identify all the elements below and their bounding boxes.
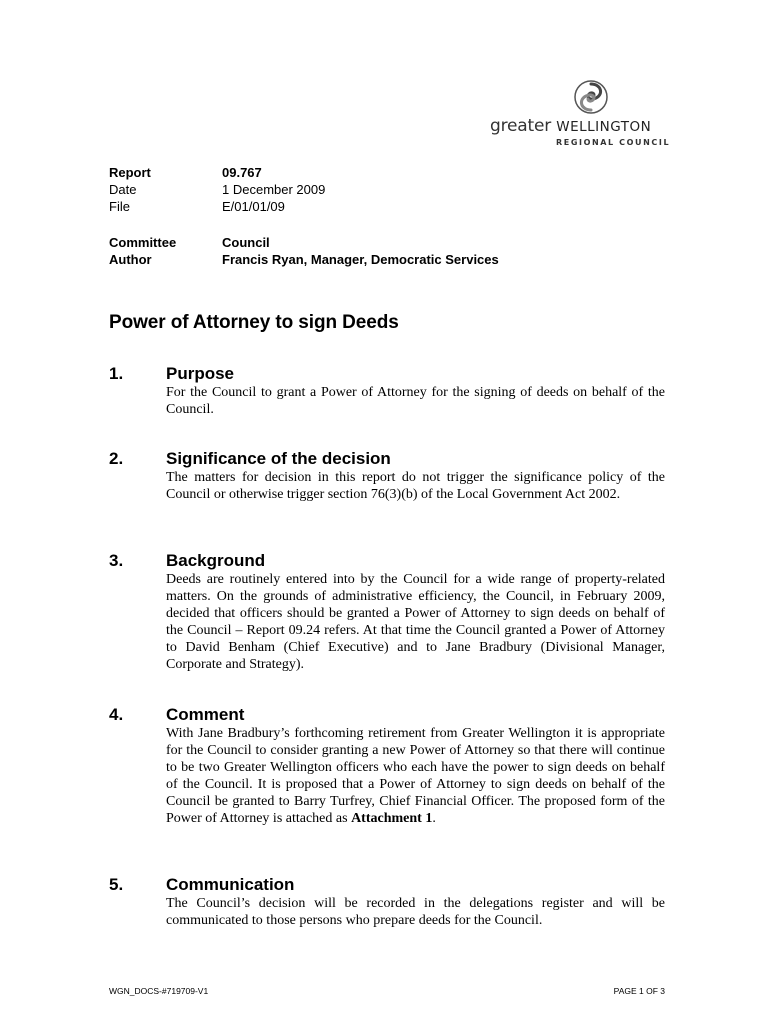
- section-comment: [109, 705, 665, 827]
- section-body-text: With Jane Bradbury’s forthcoming retirement from Greater Wellington it is appropriate for the Council to consider granting a new Power of Attorney so that there will continue to be two Greater Wellington officers who each have the power to sign deeds on behalf of the Council. It is proposed that a Power of Attorney to sign deeds on behalf of the Council be granted to Barry Turfrey, Chief Financial Officer. The proposed form of the Power of Attorney is attached as: [166, 726, 665, 826]
- section-purpose: [109, 364, 665, 418]
- report-metadata: [109, 164, 499, 268]
- logo-brand-upper: WELLINGTON: [556, 119, 652, 135]
- section-number: 1.: [109, 364, 124, 383]
- meta-committee-value: Council: [222, 235, 270, 250]
- meta-committee-label: Committee: [109, 235, 177, 250]
- section-title: Background: [166, 551, 266, 570]
- section-title: Purpose: [166, 364, 235, 383]
- meta-row-author: [109, 251, 499, 268]
- section-number: 3.: [109, 551, 124, 570]
- meta-report-value: 09.767: [222, 165, 262, 180]
- section-number: 4.: [109, 705, 124, 724]
- meta-author-label: Author: [109, 252, 152, 267]
- section-body: For the Council to grant a Power of Attorney for the signing of deeds on behalf of the Council.: [166, 385, 665, 417]
- logo-wordmark: [490, 116, 651, 136]
- meta-row-file: [109, 198, 499, 215]
- meta-author-value: Francis Ryan, Manager, Democratic Services: [222, 252, 499, 267]
- swirl-logo-icon: [574, 80, 608, 114]
- meta-row-report: [109, 164, 499, 181]
- section-heading: [109, 875, 665, 895]
- section-background: [109, 551, 665, 673]
- section-heading: [109, 705, 665, 725]
- meta-date-value: 1 December 2009: [222, 182, 326, 197]
- section-body: Deeds are routinely entered into by the Council for a wide range of property-related matters. On the grounds of administrative efficiency, the Council, in February 2009, decided that officers should be granted a Power of Attorney to sign deeds on behalf of the Council – Report 09.24 refers. At that time the Council granted a Power of Attorney to David Benham (Chief Executive) and to Jane Bradbury (Divisional Manager, Corporate and Strategy).: [166, 572, 665, 672]
- logo-brand-lower: greater: [490, 116, 551, 136]
- section-heading: [109, 364, 665, 384]
- footer-page-number: PAGE 1 OF 3: [613, 986, 665, 996]
- section-communication: [109, 875, 665, 929]
- section-significance: [109, 449, 665, 503]
- section-body-end: .: [432, 811, 436, 826]
- meta-row-date: [109, 181, 499, 198]
- meta-file-label: File: [109, 199, 130, 214]
- section-title: Significance of the decision: [166, 449, 391, 468]
- section-title: Comment: [166, 705, 245, 724]
- section-heading: [109, 551, 665, 571]
- document-title: Power of Attorney to sign Deeds: [109, 312, 399, 333]
- section-body: [166, 725, 665, 827]
- attachment-reference: Attachment 1: [351, 811, 433, 826]
- meta-date-label: Date: [109, 182, 137, 197]
- logo-subtitle: REGIONAL COUNCIL: [556, 138, 671, 147]
- section-body: The Council’s decision will be recorded in the delegations register and will be communicated to those persons who prepare deeds for the Council.: [166, 896, 665, 928]
- footer-doc-reference: WGN_DOCS-#719709-V1: [109, 986, 209, 996]
- meta-file-value: E/01/01/09: [222, 199, 285, 214]
- section-number: 2.: [109, 449, 124, 468]
- section-heading: [109, 449, 665, 469]
- meta-row-committee: [109, 234, 499, 251]
- section-body: The matters for decision in this report do not trigger the significance policy of the Council or otherwise trigger section 76(3)(b) of the Local Government Act 2002.: [166, 470, 665, 502]
- meta-report-label: Report: [109, 165, 151, 180]
- council-logo: [488, 80, 671, 152]
- section-number: 5.: [109, 875, 124, 894]
- section-title: Communication: [166, 875, 295, 894]
